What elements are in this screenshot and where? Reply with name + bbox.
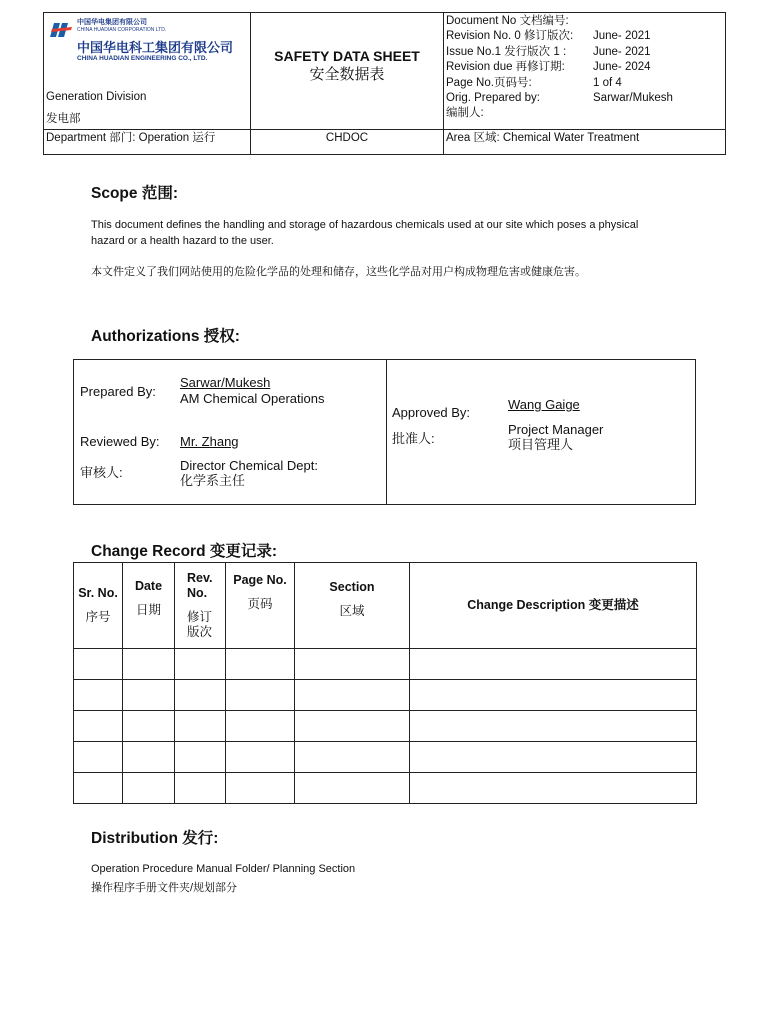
meta-label: Document No 文档编号:	[446, 15, 569, 27]
distribution-heading: Distribution 发行:	[91, 830, 219, 847]
doc-code-cell: CHDOC	[251, 130, 444, 155]
approved-label: Approved By:	[392, 405, 471, 420]
meta-row	[446, 14, 723, 29]
meta-row	[446, 106, 723, 121]
meta-label: Issue No.1 发行版次 1 :	[446, 45, 567, 58]
scope-text-line1: This document defines the handling and storage of hazardous chemicals used at our site which poses a physical	[91, 219, 639, 231]
authorizations-box	[73, 359, 696, 505]
logo-en-big: CHINA HUADIAN ENGINEERING CO., LTD.	[77, 55, 208, 62]
company-logo-icon	[50, 21, 72, 39]
meta-label: 编制人:	[446, 107, 484, 120]
meta-value: June- 2021	[593, 45, 651, 58]
approved-label-cn: 批准人:	[392, 431, 435, 446]
table-row	[74, 711, 697, 742]
reviewed-role: Director Chemical Dept:	[180, 458, 318, 473]
change-record-heading: Change Record 变更记录:	[91, 543, 278, 560]
area-cell: Area 区域: Chemical Water Treatment	[444, 130, 726, 155]
document-header	[43, 12, 726, 155]
meta-label: Orig. Prepared by:	[446, 92, 540, 105]
change-record-table	[73, 562, 697, 804]
col-page-no: Page No. 页码	[226, 563, 295, 649]
scope-text-line2: hazard or a health hazard to the user.	[91, 235, 274, 247]
meta-value	[593, 14, 723, 29]
col-section: Section 区域	[295, 563, 410, 649]
division-label: Generation Division	[46, 91, 147, 103]
department-cell: Department 部门: Operation 运行	[44, 130, 251, 155]
meta-row	[446, 76, 723, 91]
auth-divider	[386, 360, 387, 504]
table-row	[74, 649, 697, 680]
table-row	[74, 742, 697, 773]
distribution-line-cn: 操作程序手册文件夹/规划部分	[91, 882, 238, 894]
scope-heading: Scope 范围:	[91, 185, 178, 202]
company-logo	[50, 19, 166, 39]
approved-name: Wang Gaige	[508, 397, 580, 412]
authorizations-heading: Authorizations 授权:	[91, 328, 240, 345]
meta-row	[446, 60, 723, 75]
scope-text-cn: 本文件定义了我们网站使用的危险化学品的处理和储存，这些化学品对用户构成物理危害或健康危害。	[91, 266, 586, 278]
meta-row	[446, 91, 723, 106]
reviewed-role-cn: 化学系主任	[180, 473, 246, 488]
division-label-cn: 发电部	[46, 113, 81, 125]
title-cell	[251, 13, 444, 130]
meta-value: Sarwar/Mukesh	[593, 92, 673, 105]
document-title: SAFETY DATA SHEET	[274, 48, 420, 64]
meta-value: June- 2021	[593, 30, 651, 43]
logo-en-small: CHINA HUADIAN CORPORATION LTD.	[77, 27, 167, 33]
distribution-line-en: Operation Procedure Manual Folder/ Planning Section	[91, 863, 356, 875]
meta-row	[446, 45, 723, 60]
reviewed-name: Mr. Zhang	[180, 434, 239, 449]
document-title-cn: 安全数据表	[309, 66, 385, 83]
meta-label: Page No.页码号:	[446, 76, 532, 89]
meta-value: 1 of 4	[593, 76, 622, 89]
reviewed-label: Reviewed By:	[80, 434, 160, 449]
prepared-name: Sarwar/Mukesh	[180, 375, 271, 390]
col-change-description: Change Description 变更描述	[410, 563, 697, 649]
meta-label: Revision No. 0 修订版次:	[446, 30, 574, 43]
meta-value: June- 2024	[593, 61, 651, 74]
approved-role-cn: 项目管理人	[508, 437, 574, 452]
table-header-row	[74, 563, 697, 649]
document-meta	[444, 13, 726, 130]
approved-role: Project Manager	[508, 422, 604, 437]
col-date: Date 日期	[123, 563, 175, 649]
meta-label: Revision due 再修订期:	[446, 61, 565, 74]
table-row	[74, 773, 697, 804]
table-row	[74, 680, 697, 711]
col-rev-no: Rev. No. 修订版次	[175, 563, 226, 649]
logo-cell	[44, 13, 251, 130]
prepared-role: AM Chemical Operations	[180, 391, 325, 406]
logo-cn-small: 中国华电集团有限公司	[77, 19, 147, 26]
reviewed-label-cn: 审核人:	[80, 465, 123, 480]
meta-value	[593, 106, 723, 121]
logo-cn-big: 中国华电科工集团有限公司	[77, 40, 234, 55]
col-sr-no: Sr. No. 序号	[74, 563, 123, 649]
prepared-label: Prepared By:	[80, 384, 156, 399]
meta-row	[446, 29, 723, 44]
